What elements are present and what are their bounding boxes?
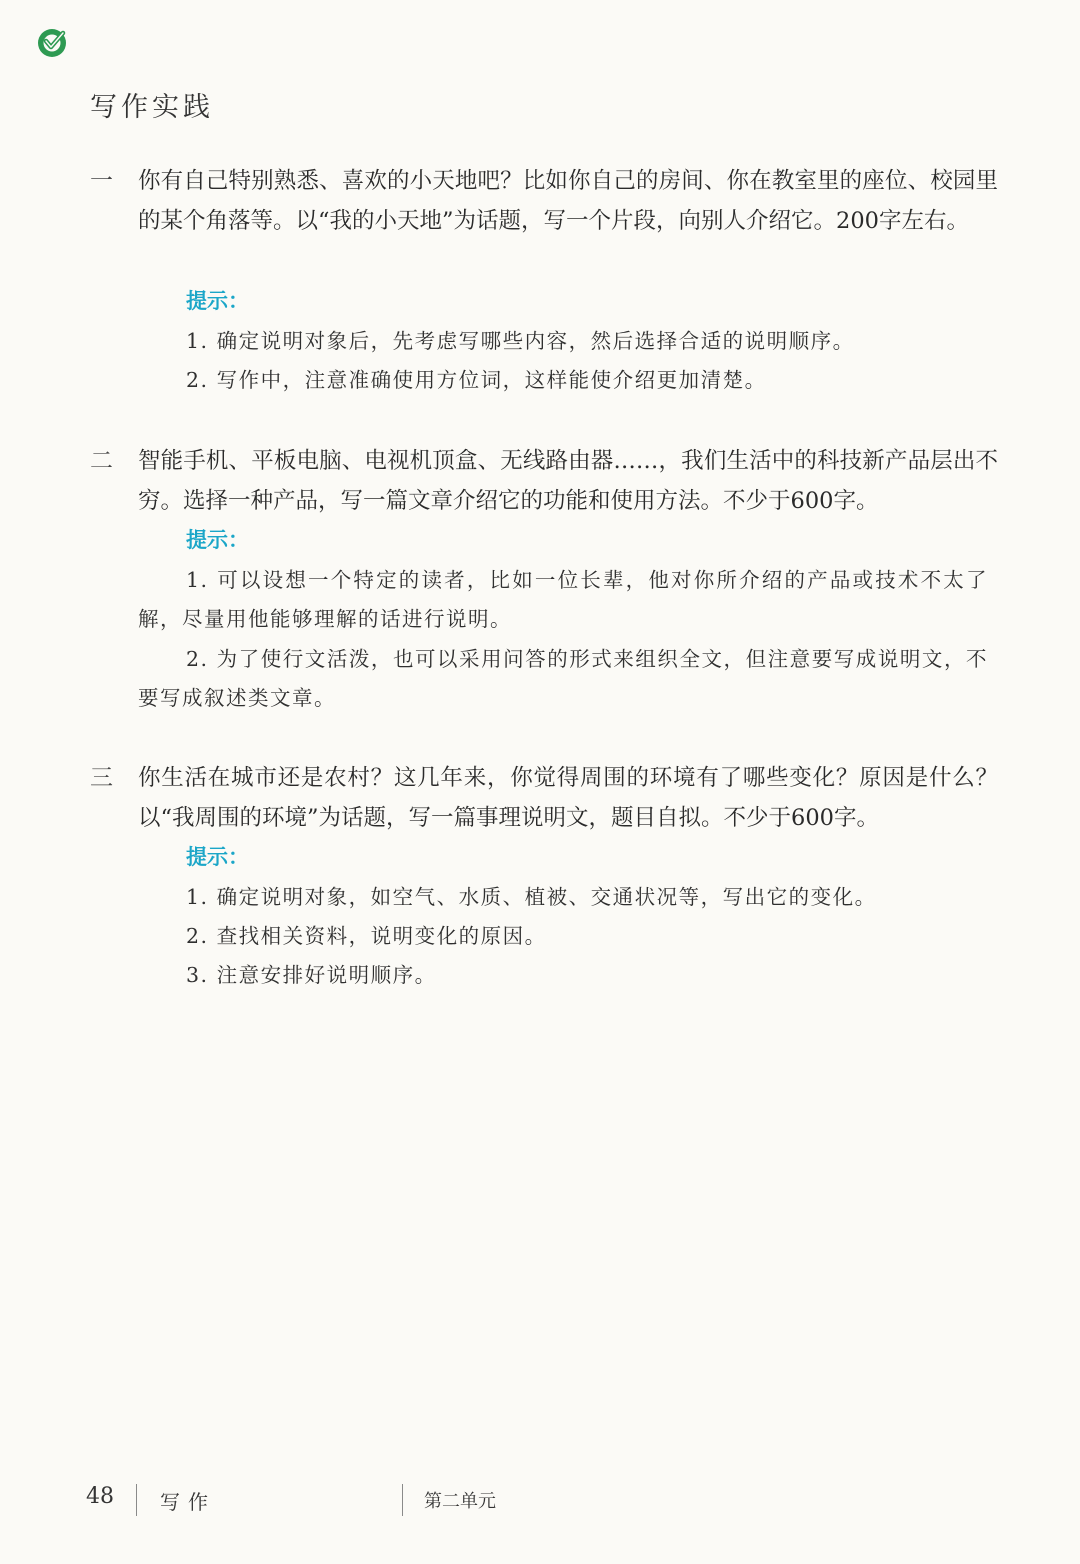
hint-item: 2. 为了使行文活泼，也可以采用问答的形式来组织全文，但注意要写成说明文，不要写成叙述类文章。 (138, 647, 988, 710)
hint-label: 提示： (186, 845, 249, 869)
exercise-text: 你有自己特别熟悉、喜欢的小天地吧？比如你自己的房间、你在教室里的座位、校园里的某个角落等。以“我的小天地”为话题，写一个片段，向别人介绍它。200字左右。 (138, 168, 998, 234)
footer-divider (402, 1484, 403, 1516)
section-title: 写作实践 (90, 92, 214, 123)
exercise-text: 你生活在城市还是农村？这几年来，你觉得周围的环境有了哪些变化？原因是什么？以“我周围的环境”为话题，写一篇事理说明文，题目自拟。不少于600字。 (138, 765, 998, 831)
footer-section-name: 写作 (160, 1490, 216, 1514)
exercise-number: 三 (90, 765, 113, 791)
hint-label: 提示： (186, 528, 249, 552)
hint-item: 1. 确定说明对象后，先考虑写哪些内容，然后选择合适的说明顺序。 (186, 329, 855, 353)
textbook-logo-icon (36, 27, 68, 59)
footer-divider (136, 1484, 137, 1516)
hint-item: 1. 可以设想一个特定的读者，比如一位长辈，他对你所介绍的产品或技术不太了解，尽量用他能够理解的话进行说明。 (138, 568, 988, 631)
hint-item: 3. 注意安排好说明顺序。 (186, 963, 437, 987)
footer-unit-name: 第二单元 (424, 1491, 496, 1512)
page-footer (0, 1482, 1080, 1522)
hint-item: 2. 查找相关资料，说明变化的原因。 (186, 924, 547, 948)
page-number: 48 (86, 1484, 114, 1509)
exercise-number: 二 (90, 448, 113, 474)
hint-label: 提示： (186, 289, 249, 313)
hint-item: 1. 确定说明对象，如空气、水质、植被、交通状况等，写出它的变化。 (186, 885, 877, 909)
exercise-number: 一 (90, 168, 113, 194)
exercise-text: 智能手机、平板电脑、电视机顶盒、无线路由器……，我们生活中的科技新产品层出不穷。选择一种产品，写一篇文章介绍它的功能和使用方法。不少于600字。 (138, 448, 998, 514)
hint-item: 2. 写作中，注意准确使用方位词，这样能使介绍更加清楚。 (186, 368, 767, 392)
